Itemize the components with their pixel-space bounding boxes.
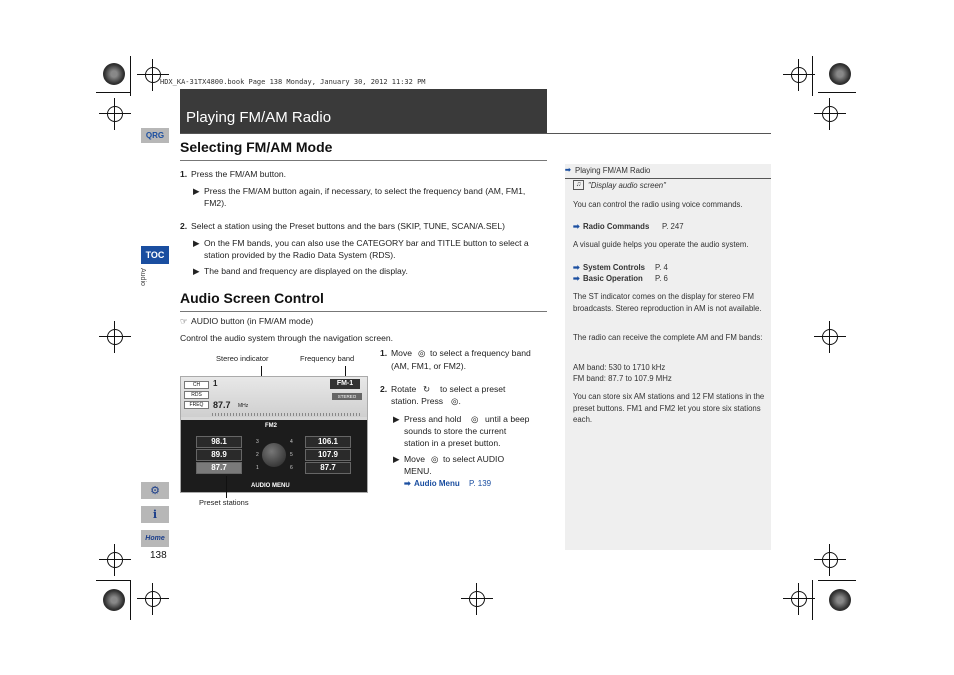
step-text: to select a preset: [440, 384, 506, 394]
sidebar-head: Playing FM/AM Radio: [575, 166, 651, 175]
page-title: Playing FM/AM Radio: [186, 109, 332, 126]
registration-mark: [787, 63, 811, 87]
screen-band: FM-1: [330, 379, 360, 389]
crop-line: [818, 580, 856, 581]
sidebar-text: You can control the radio using voice commands.: [573, 200, 743, 209]
sidebar-text: You can store six AM stations and 12 FM stations in the preset buttons. FM1 and FM2 let you store six stations each.: [573, 392, 765, 424]
screen-preset: 106.1: [305, 436, 351, 448]
sidebar-text: The radio can receive the complete AM and FM bands:: [573, 333, 763, 342]
arrow-icon: ▶: [393, 414, 400, 424]
screen-preset-index: 5: [290, 452, 293, 458]
file-meta: HDX_KA-31TX4800.book Page 138 Monday, January 30, 2012 11:32 PM: [160, 78, 426, 86]
crop-line: [818, 92, 856, 93]
sub-step-text: station in a preset button.: [404, 438, 501, 448]
heading-rule: [180, 311, 547, 312]
screen-preset: 107.9: [305, 449, 351, 461]
callout-frequency: Frequency band: [300, 354, 355, 363]
sub-step-text: sounds to store the current: [404, 426, 507, 436]
voice-icon[interactable]: ⚙: [141, 482, 169, 499]
step-number: 1.: [180, 169, 188, 179]
sub-step-text: until a beep: [485, 414, 530, 424]
sub-step-text: to select AUDIO: [443, 454, 505, 464]
screen-audio-menu: AUDIO MENU: [251, 483, 290, 489]
registration-mark: [103, 102, 127, 126]
screen-preset-index: 2: [256, 452, 259, 458]
screen-frequency: 87.7: [213, 400, 231, 410]
sub-step-text: On the FM bands, you can also use the CATEGORY bar and TITLE button to select a station provided by the Radio Data System (RDS).: [204, 238, 529, 260]
title-rule: [180, 133, 771, 134]
page-number: 138: [150, 550, 167, 561]
qrg-tab[interactable]: QRG: [141, 128, 169, 143]
voice-command: "Display audio screen": [588, 181, 666, 190]
arrow-icon: ▶: [193, 266, 200, 276]
basic-operation-page[interactable]: P. 6: [655, 274, 668, 283]
radio-commands-page[interactable]: P. 247: [662, 222, 684, 231]
system-controls-link[interactable]: System Controls: [583, 263, 645, 272]
registration-mark: [141, 587, 165, 611]
screen-tuning-bar: [212, 413, 362, 416]
crop-line: [130, 56, 131, 96]
registration-mark: [818, 102, 842, 126]
screen-preset-index: 6: [290, 465, 293, 471]
step-text: Select a station using the Preset buttons and the bars (SKIP, TUNE, SCAN/A.SEL): [191, 221, 505, 231]
link-arrow-icon: ➡: [573, 222, 580, 231]
crop-line: [130, 580, 131, 620]
crop-line: [812, 580, 813, 620]
registration-mark: [818, 548, 842, 572]
sub-step-text: Move: [404, 454, 426, 464]
step-number: 1.: [380, 348, 388, 358]
section-heading-audio-screen: Audio Screen Control: [180, 290, 324, 306]
step-text: (AM, FM1, or FM2).: [391, 361, 466, 371]
arrow-icon: ▶: [193, 238, 200, 248]
screen-knob: [262, 443, 286, 467]
home-icon[interactable]: Home: [141, 530, 169, 547]
step-text: Press the FM/AM button.: [191, 169, 287, 179]
registration-mark: [465, 587, 489, 611]
voice-icon: ♫: [573, 180, 584, 190]
registration-mark: [818, 325, 842, 349]
basic-operation-link[interactable]: Basic Operation: [583, 274, 643, 283]
screen-preset-index: 3: [256, 439, 259, 445]
screen-preset: 98.1: [196, 436, 242, 448]
section-label: Audio: [139, 268, 146, 286]
joystick-up-icon: ◎: [418, 348, 426, 358]
arrow-icon: ▶: [393, 454, 400, 464]
sidebar-text: The ST indicator comes on the display for stereo FM broadcasts. Stereo reproduction in AM is not available.: [573, 292, 762, 313]
screen-preset-index: 4: [290, 439, 293, 445]
step-number: 2.: [380, 384, 388, 394]
callout-stereo: Stereo indicator: [216, 354, 269, 363]
registration-mark: [103, 548, 127, 572]
sidebar-rule: [565, 178, 771, 179]
registration-disk: [829, 63, 851, 85]
ref-arrow-icon: ➡: [565, 167, 571, 174]
step-number: 2.: [180, 221, 188, 231]
registration-disk: [829, 589, 851, 611]
screen-band-label: FM2: [265, 423, 277, 429]
callout-preset: Preset stations: [199, 498, 249, 507]
step-text: Move: [391, 348, 413, 358]
registration-disk: [103, 589, 125, 611]
section-heading-fm-am-mode: Selecting FM/AM Mode: [180, 139, 333, 155]
screen-preset-index: 1: [256, 465, 259, 471]
joystick-down-icon: ◎: [431, 454, 439, 464]
sidebar-text: FM band: 87.7 to 107.9 MHz: [573, 374, 672, 383]
crop-line: [812, 56, 813, 96]
sub-step-text: The band and frequency are displayed on the display.: [204, 266, 408, 276]
sidebar-text: A visual guide helps you operate the audio system.: [573, 240, 749, 249]
press-icon: ◎.: [451, 396, 461, 406]
sidebar-text: AM band: 530 to 1710 kHz: [573, 363, 666, 372]
audio-menu-link-page[interactable]: P. 139: [469, 479, 492, 488]
audio-button-ref: AUDIO button (in FM/AM mode): [191, 316, 314, 326]
sub-step-text: Press and hold: [404, 414, 462, 424]
screen-preset: 87.7: [196, 462, 242, 474]
link-arrow-icon: ➡: [404, 479, 411, 488]
sub-step-text: MENU.: [404, 466, 432, 476]
radio-commands-link[interactable]: Radio Commands: [583, 222, 650, 231]
screen-stereo: STEREO: [332, 393, 362, 400]
intro-text: Control the audio system through the navigation screen.: [180, 333, 394, 343]
system-controls-page[interactable]: P. 4: [655, 263, 668, 272]
step-text: Rotate: [391, 384, 417, 394]
crop-line: [96, 92, 130, 93]
step-text: station. Press: [391, 396, 444, 406]
registration-mark: [787, 587, 811, 611]
info-icon[interactable]: i: [141, 506, 169, 523]
screen-preset: 87.7: [305, 462, 351, 474]
rotate-icon: ↻: [423, 384, 431, 394]
screen-freq-button: FREQ: [184, 401, 209, 409]
crop-line: [96, 580, 130, 581]
link-arrow-icon: ➡: [573, 263, 580, 272]
callout-line: [226, 476, 227, 498]
link-arrow-icon: ➡: [573, 274, 580, 283]
sub-step-text: Press the FM/AM button again, if necessary, to select the frequency band (AM, FM1, FM2).: [204, 186, 526, 208]
heading-rule: [180, 160, 547, 161]
screen-rds-button: RDS: [184, 391, 209, 399]
screen-ch-button: CH: [184, 381, 209, 389]
press-icon: ◎: [471, 414, 479, 424]
screen-preset: 89.9: [196, 449, 242, 461]
registration-mark: [103, 325, 127, 349]
toc-tab[interactable]: TOC: [141, 246, 169, 264]
arrow-icon: ▶: [193, 186, 200, 196]
screen-unit: MHz: [238, 403, 249, 409]
registration-disk: [103, 63, 125, 85]
audio-menu-link[interactable]: Audio Menu: [414, 479, 460, 488]
hand-icon: ☞: [180, 316, 188, 326]
step-text: to select a frequency band: [430, 348, 531, 358]
screen-preset-number: 1: [213, 379, 218, 388]
